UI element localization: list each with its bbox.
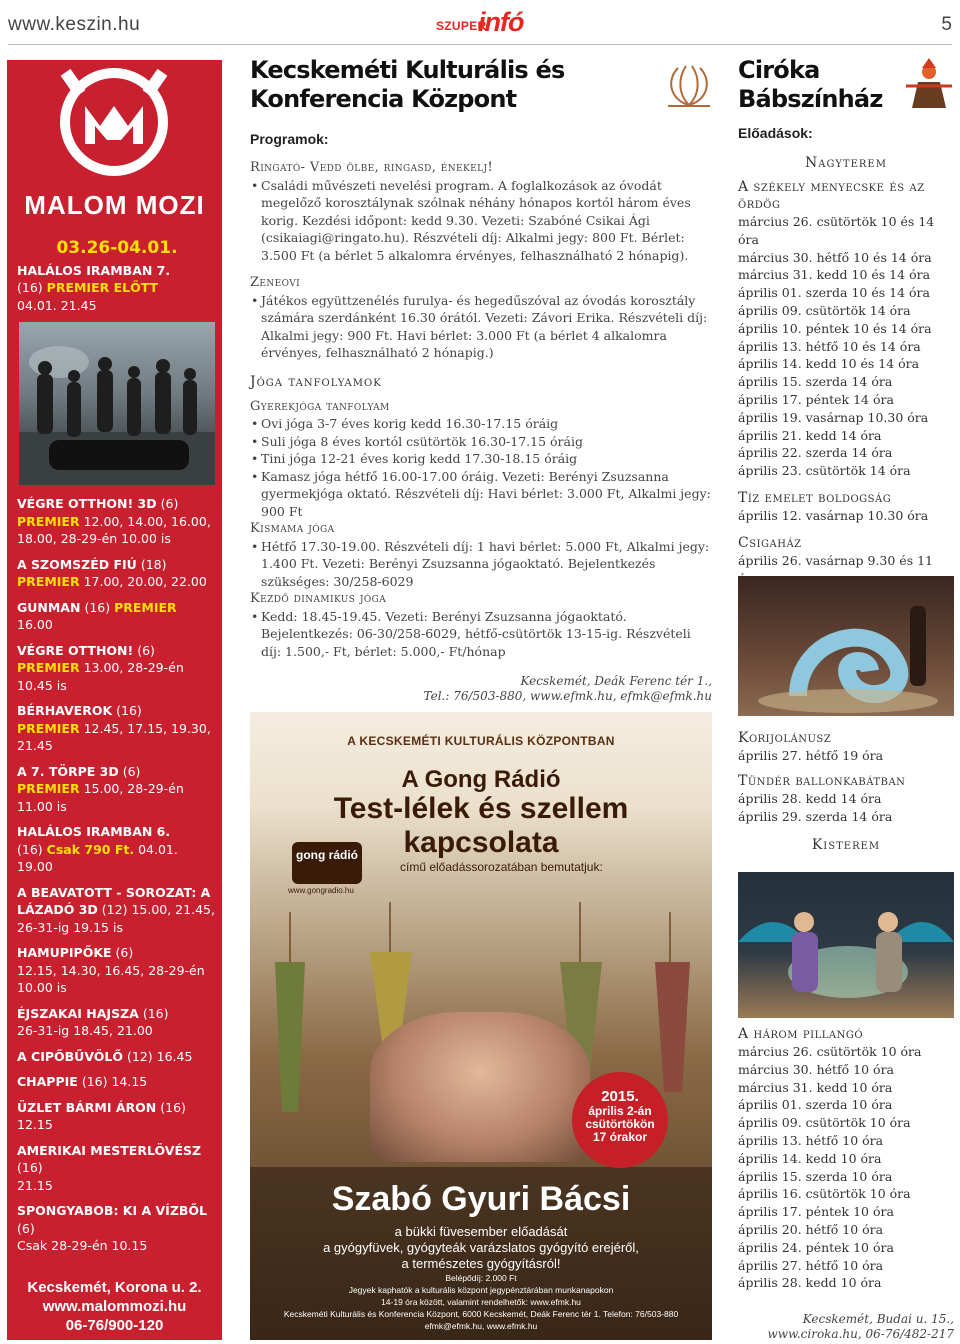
ciroka-section-3	[738, 1026, 954, 1292]
film-item[interactable]	[17, 1005, 217, 1040]
film-rating: (16)	[17, 1160, 43, 1175]
poster-title-2a: Test-lélek és szellem	[333, 792, 629, 825]
film-times: 17.00, 20.00, 22.00	[83, 574, 207, 589]
film-title: HAMUPIPŐKE	[17, 945, 112, 960]
film-rating: (12)	[101, 902, 128, 917]
film-times: 15.00, 28-29-én 11.00 is	[17, 781, 184, 814]
film-item[interactable]	[17, 884, 217, 937]
poster-desc-line: a bükki füvesember előadását	[394, 1224, 568, 1239]
show-date: április 12. vasárnap 10.30 óra	[738, 507, 929, 523]
film-times: 14.15	[111, 1074, 148, 1089]
cinema-phone: 06-76/900-120	[65, 1317, 164, 1334]
gyerekjoga-item: • Kamasz jóga hétfő 16.00-17.00 óráig. Vezeti: Berényi Zsuzsanna gyermekjóga oktató. Részvételi díj: Havi bérlet: 3.000 Ft, Alkalmi jegy: 900 Ft	[250, 468, 712, 521]
show-date: április 23. csütörtök 14 óra	[738, 463, 911, 479]
film-title: HALÁLOS IRAMBAN 7.	[17, 262, 171, 278]
ciroka-section	[738, 56, 954, 597]
show-date: április 24. péntek 10 óra	[738, 1239, 894, 1255]
show-block	[738, 179, 954, 480]
ciroka-title-line-2: Bábszínház	[738, 85, 883, 113]
show-date: április 28. kedd 10 óra	[738, 1275, 882, 1291]
poster-ticket-info: 14-19 óra között, valamint rendelhetők: www.efmk.hu	[381, 1297, 581, 1307]
show-date: április 29. szerda 14 óra	[738, 808, 893, 824]
poster-description	[270, 1224, 692, 1272]
show-title: Korijolánusz	[738, 730, 832, 746]
film-rating: (18)	[140, 556, 167, 572]
show-dates	[738, 213, 954, 480]
film-rating: (16)	[116, 703, 142, 718]
show-block	[738, 490, 954, 525]
kismama-heading: Kismama jóga	[250, 521, 335, 536]
ringato-text: • Családi művészeti nevelési program. A foglalkozások az óvodát megelőző korosztálynak szólnak néhány hónapos kortól három éves korig. Kezdési időpont: kedd 9.30. Vezeti: Szabóné Csikai Ági (csikaiagi@ringato.hu). Részvételi díj: Alkalmi jegy: 800 Ft. Bérlet: 3.500 Ft (a bérlet 5 alkalomra érvényes, felhasználható 2 hónapig).	[250, 177, 712, 265]
film-title: AMERIKAI MESTERLÖVÉSZ	[17, 1142, 202, 1158]
show-title: Csigaház	[738, 534, 802, 551]
cinema-brand: MALOM MOZI	[24, 190, 205, 220]
kulturalis-title-line-1: Kecskeméti Kulturális és	[250, 56, 565, 84]
film-title: ÜZLET BÁRMI ÁRON	[17, 1099, 157, 1115]
show-title: A székely menyecske és az ördög	[738, 179, 925, 212]
film-item[interactable]	[17, 823, 217, 876]
csigahaz-photo	[738, 576, 954, 716]
film-times: 12.15	[17, 1117, 53, 1132]
film-item[interactable]	[17, 495, 217, 548]
film-item[interactable]	[17, 642, 217, 695]
show-title: A három pillangó	[738, 1026, 864, 1042]
film-title: VÉGRE OTTHON! 3D	[17, 496, 157, 511]
hall-heading: Nagyterem	[805, 155, 887, 171]
szuperinfo-logo	[436, 8, 536, 40]
event-date-badge	[572, 1072, 668, 1168]
film-item[interactable]	[17, 1048, 217, 1066]
zeneovi-heading: Zeneovi	[250, 275, 301, 290]
film-rating: (12)	[126, 1048, 153, 1064]
show-date: április 09. csütörtök 14 óra	[738, 302, 911, 318]
poster-ticket-info: Jegyek kaphatók a kulturális központ jegypénztárában munkanapokon	[348, 1285, 614, 1295]
cinema-contact	[7, 1272, 222, 1340]
film-premier: PREMIER ELŐTT	[46, 280, 159, 295]
ringato-heading: Ringató- Vedd ölbe, ringasd, énekelj!	[250, 160, 494, 175]
show-date: április 27. hétfő 10 óra	[738, 1257, 884, 1273]
film-times: 12.45, 17.15, 19.30, 21.45	[17, 720, 211, 753]
zeneovi-block	[250, 274, 712, 362]
film-times: 15.00, 21.45, 26-31-ig 19.15 is	[17, 902, 215, 935]
show-date: április 01. szerda 10 óra	[738, 1097, 893, 1113]
film-title: VÉGRE OTTHON!	[17, 642, 134, 658]
show-date: április 20. hétfő 10 óra	[738, 1221, 884, 1237]
cinema-web[interactable]: www.malommozi.hu	[42, 1298, 187, 1315]
film-item[interactable]	[17, 262, 217, 315]
gyerekjoga-item: • Suli jóga 8 éves kortól csütörtök 16.30-17.15 óráig	[250, 433, 712, 451]
film-times: 12.00, 14.00, 16.00, 18.00, 28-29-én 10.00 is	[17, 513, 211, 546]
poster-desc-line: a természetes gyógyításról!	[401, 1256, 561, 1271]
film-item[interactable]	[17, 556, 217, 591]
page-number: 5	[941, 14, 952, 35]
show-date: április 10. péntek 10 és 14 óra	[738, 320, 932, 336]
show-date: április 15. szerda 14 óra	[738, 374, 893, 390]
kulturalis-title-line-2: Konferencia Központ	[250, 85, 517, 113]
show-date: április 17. péntek 14 óra	[738, 391, 894, 407]
poster-fee: Belépődíj: 2.000 Ft	[445, 1273, 517, 1283]
film-times: 16.00	[17, 617, 53, 632]
mill-logo-icon	[7, 60, 222, 190]
film-title: ÉJSZAKAI HAJSZA	[17, 1005, 139, 1021]
show-date: április 27. hétfő 19 óra	[738, 748, 884, 763]
film-title: CHAPPIE	[17, 1074, 78, 1089]
film-title: A SZOMSZÉD FIÚ	[17, 556, 137, 572]
film-times: Csak 28-29-én 10.15	[17, 1238, 148, 1253]
film-times: 21.15	[17, 1177, 53, 1193]
cinema-program	[17, 240, 217, 1263]
kulturalis-address: Kecskemét, Deák Ferenc tér 1.,	[520, 674, 712, 688]
gyerekjoga-heading: Gyerekjóga tanfolyam	[250, 398, 390, 414]
film-times: 13.00, 28-29-én 10.45 is	[17, 660, 184, 693]
show-date: március 30. hétfő 10 óra	[738, 1061, 894, 1077]
film-item[interactable]	[17, 1099, 217, 1134]
film-premier: PREMIER	[17, 513, 80, 529]
film-premier: PREMIER	[17, 574, 80, 589]
poster-address: Kecskeméti Kulturális és Konferencia Központ, 6000 Kecskemét, Deák Ferenc tér 1. Telefon: 76/503-880	[283, 1309, 679, 1319]
film-title: HALÁLOS IRAMBAN 6.	[17, 824, 171, 839]
film-title: BÉRHAVEROK	[17, 703, 113, 718]
film-rating: (16)	[160, 1099, 186, 1115]
ciroka-web-phone[interactable]: www.ciroka.hu, 06-76/482-217	[767, 1327, 954, 1341]
ciroka-section-2	[738, 730, 954, 853]
page-header	[0, 0, 960, 52]
film-title: A BEAVATOTT - SOROZAT: A LÁZADÓ 3D	[17, 884, 211, 917]
car-crew-image	[19, 322, 215, 485]
show-title: Tündér ballonkabátban	[738, 772, 906, 789]
film-times: 04.01. 19.00	[17, 841, 178, 874]
film-rating: (6)	[17, 1220, 35, 1236]
ringato-block	[250, 159, 712, 264]
gyerekjoga-block	[250, 398, 712, 661]
speaker-portrait	[370, 1012, 590, 1162]
show-date: április 19. vasárnap 10.30 óra	[738, 409, 929, 425]
show-date: április 13. hétfő 10 és 14 óra	[738, 338, 921, 354]
poster-footer	[250, 1272, 712, 1332]
show-date: április 01. szerda 10 és 14 óra	[738, 285, 930, 301]
kezdo-heading: Kezdő dinamikus jóga	[250, 591, 387, 606]
gong-radio-poster	[250, 712, 712, 1340]
event-time: 17 órakor	[592, 1130, 648, 1144]
show-date: március 26. csütörtök 10 és 14 óra	[738, 214, 935, 247]
film-premier: PREMIER	[114, 599, 177, 615]
show-date: április 14. kedd 10 és 14 óra	[738, 356, 920, 372]
film-times: 16.45	[156, 1048, 193, 1064]
show-date: április 28. kedd 14 óra	[738, 790, 882, 806]
joga-heading: Jóga tanfolyamok	[250, 373, 382, 390]
shows-label: Előadások:	[738, 125, 813, 141]
film-item[interactable]	[17, 702, 217, 755]
show-date: április 16. csütörtök 10 óra	[738, 1186, 911, 1202]
kulturalis-section	[250, 56, 712, 704]
header-divider	[8, 44, 952, 45]
logo-small-text: SZUPER	[436, 19, 487, 33]
poster-title-2b: kapcsolata	[403, 826, 559, 859]
film-price: Csak 790 Ft.	[46, 841, 135, 857]
film-item[interactable]	[17, 599, 217, 634]
gong-radio-logo: gong rádió	[292, 842, 362, 884]
show-date: április 21. kedd 14 óra	[738, 427, 882, 443]
event-weekday: csütörtökön	[585, 1117, 655, 1131]
film-item[interactable]	[17, 944, 217, 997]
film-rating: (16)	[142, 1005, 169, 1021]
film-times: 26-31-ig 18.45, 21.00	[17, 1023, 153, 1038]
cinema-address: Kecskemét, Korona u. 2.	[27, 1279, 202, 1296]
ciroka-title	[738, 56, 954, 114]
show-date: április 15. szerda 10 óra	[738, 1168, 893, 1184]
show-date: április 13. hétfő 10 óra	[738, 1132, 884, 1148]
film-rating: (6)	[115, 945, 134, 960]
show-date: április 22. szerda 14 óra	[738, 445, 893, 461]
film-rating: (6)	[122, 763, 141, 779]
film-item[interactable]	[17, 1073, 217, 1091]
event-day: április 2-án	[588, 1104, 652, 1118]
film-item[interactable]	[17, 1142, 217, 1195]
show-date: március 31. kedd 10 óra	[738, 1079, 893, 1095]
film-times: 04.01. 21.45	[17, 297, 97, 313]
kulturalis-phone-web[interactable]: Tel.: 76/503-880, www.efmk.hu, efmk@efmk.hu	[423, 689, 712, 703]
poster-title-1: A Gong Rádió	[401, 766, 561, 793]
malom-mozi-column	[7, 60, 222, 1340]
film-premier: PREMIER	[17, 781, 80, 796]
show-date: április 09. csütörtök 10 óra	[738, 1115, 911, 1131]
show-date: április 14. kedd 10 óra	[738, 1150, 882, 1166]
cinema-dates: 03.26-04.01.	[56, 238, 178, 258]
site-url[interactable]: www.keszin.hu	[8, 14, 141, 35]
kulturalis-contact	[250, 674, 712, 704]
kismama-item: • Hétfő 17.30-19.00. Részvételi díj: 1 havi bérlet: 5.000 Ft, Alkalmi jegy: 1.400 Ft. Vezeti: Berényi Zsuzsanna jógaoktató. Bejelentkezés szükséges: 30/258-6029	[250, 538, 712, 591]
logo-big-text: infó	[478, 7, 524, 37]
show-date: március 30. hétfő 10 és 14 óra	[738, 249, 932, 265]
film-rating: (16)	[17, 280, 43, 295]
film-title: SPONGYABOB: KI A VÍZBŐL	[17, 1203, 208, 1218]
show-date: április 17. péntek 10 óra	[738, 1204, 894, 1220]
show-dates	[738, 1043, 954, 1292]
film-rating: (6)	[160, 496, 179, 511]
gyerekjoga-item: • Tini jóga 12-21 éves korig kedd 17.30-18.15 óráig	[250, 450, 712, 468]
snail-stage-image	[738, 576, 954, 716]
film-title: GUNMAN	[17, 599, 81, 615]
film-rating: (16)	[84, 599, 111, 615]
show-date: március 26. csütörtök 10 óra	[738, 1044, 922, 1059]
poster-subtitle: című előadássorozatában bemutatjuk:	[400, 860, 603, 874]
kezdo-item: • Kedd: 18.45-19.45. Vezeti: Berényi Zsuzsanna jógaoktató. Bejelentkezés: 06-30/258-6029, hétfő-csütörtök 13-15-ig. Részvételi díj: 1.500,- Ft, bérlet: 5.000,- Ft/hónap	[250, 608, 712, 661]
film-item[interactable]	[17, 1202, 217, 1255]
poster-desc-line: a gyógyfüvek, gyógyteák varázslatos gyógyító erejéről,	[323, 1240, 639, 1255]
film-premier: PREMIER	[17, 720, 80, 736]
event-year: 2015.	[601, 1088, 639, 1105]
malom-mozi-logo	[7, 60, 222, 235]
show-title: Tíz emelet boldogság	[738, 489, 892, 506]
poster-top-line: A KECSKEMÉTI KULTURÁLIS KÖZPONTBAN	[347, 734, 615, 748]
hall-heading: Kisterem	[811, 837, 881, 854]
film-rating: (16)	[17, 841, 43, 857]
film-rating: (16)	[81, 1074, 108, 1089]
film-rating: (6)	[137, 642, 155, 658]
film-item[interactable]	[17, 763, 217, 816]
show-date: március 31. kedd 10 és 14 óra	[738, 267, 931, 283]
gyerekjoga-item: • Ovi jóga 3-7 éves korig kedd 16.30-17.15 óráig	[250, 415, 712, 433]
programs-label: Programok:	[250, 131, 329, 147]
ciroka-contact	[738, 1312, 954, 1342]
gong-radio-site: www.gongradio.hu	[288, 886, 354, 895]
film-premier: PREMIER	[17, 660, 80, 675]
pillango-photo	[738, 872, 954, 1018]
speaker-name: Szabó Gyuri Bácsi	[331, 1180, 631, 1218]
ciroka-title-line-1: Ciróka	[738, 56, 820, 84]
film-times: 12.15, 14.30, 16.45, 28-29-én 10.00 is	[17, 962, 205, 995]
ciroka-address: Kecskemét, Budai u. 15.,	[802, 1312, 954, 1326]
zeneovi-text: • Játékos együttzenélés furulya- és hegedűszóval az óvodás korosztály számára szerdánként 16.30 órától. Vezeti: Závori Erika. Részvételi díj: Alkalmi jegy: 900 Ft. Havi bérlet: 3.000 Ft (a bérlet 4 alkalomra érvényes, felhasználható 2 hónapig.)	[250, 292, 712, 362]
film-title: A CIPŐBŰVÖLŐ	[17, 1048, 123, 1064]
film-title: A 7. TÖRPE 3D	[17, 763, 119, 779]
butterfly-stage-image	[738, 872, 954, 1018]
kulturalis-title	[250, 56, 712, 114]
show-date: április 26. vasárnap 9.30 és 11	[738, 552, 933, 568]
film-poster-photo	[19, 322, 215, 485]
poster-contact: efmk@efmk.hu, www.efmk.hu	[424, 1321, 538, 1331]
